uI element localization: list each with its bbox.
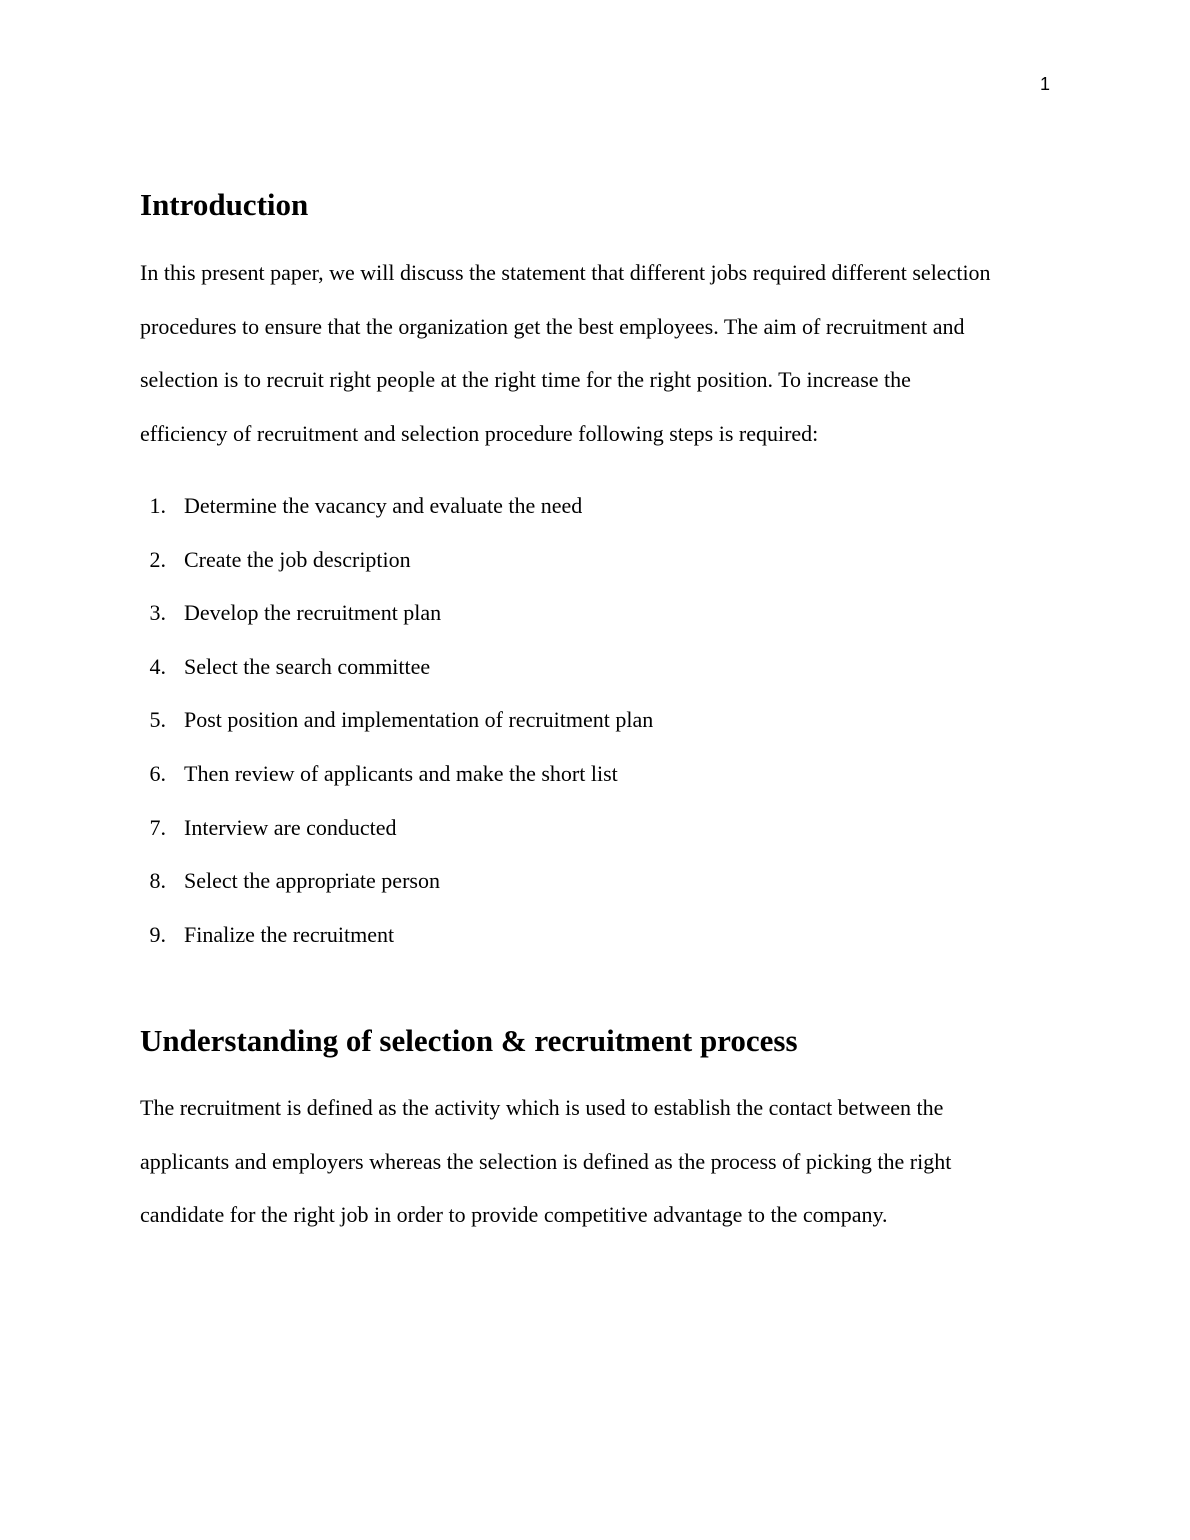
list-item	[140, 920, 395, 974]
introduction-paragraph	[140, 258, 1060, 473]
list-item	[140, 652, 431, 706]
page-number: 1	[1039, 74, 1050, 94]
list-item-number: 4.	[149, 653, 166, 679]
list-item-text: Select the appropriate person	[184, 868, 440, 894]
list-item	[140, 598, 442, 652]
list-item-number: 8.	[149, 868, 166, 894]
understanding-heading: Understanding of selection & recruitment process	[140, 1023, 798, 1058]
paragraph-line: efficiency of recruitment and selection procedure following steps is required:	[140, 421, 819, 447]
list-item-text: Interview are conducted	[184, 814, 397, 840]
list-item-text: Create the job description	[184, 546, 411, 572]
list-item	[140, 759, 618, 813]
list-item-text: Select the search committee	[184, 653, 431, 679]
list-item-number: 5.	[149, 707, 166, 733]
list-item-number: 2.	[149, 546, 166, 572]
list-item-number: 1.	[149, 493, 166, 518]
paragraph-line: selection is to recruit right people at the right time for the right position. To increase the	[140, 367, 911, 393]
list-item-number: 6.	[149, 760, 166, 786]
list-item	[140, 545, 411, 599]
list-item	[140, 491, 583, 545]
list-item-number: 9.	[149, 921, 166, 947]
paragraph-line: procedures to ensure that the organization get the best employees. The aim of recruitment and	[140, 313, 965, 339]
list-item	[140, 866, 440, 920]
paragraph-line: The recruitment is defined as the activity which is used to establish the contact between the	[140, 1095, 944, 1120]
list-item-text: Finalize the recruitment	[184, 921, 395, 947]
introduction-heading: Introduction	[140, 187, 309, 222]
list-item-text: Then review of applicants and make the short list	[184, 760, 618, 786]
recruitment-steps-list	[140, 491, 654, 973]
paragraph-line: candidate for the right job in order to provide competitive advantage to the company.	[140, 1202, 888, 1228]
paragraph-line: In this present paper, we will discuss the statement that different jobs required different selection	[140, 260, 991, 285]
list-item	[140, 813, 397, 867]
list-item-text: Post position and implementation of recruitment plan	[184, 707, 654, 733]
list-item-number: 3.	[149, 600, 166, 626]
list-item-number: 7.	[149, 814, 166, 840]
paragraph-line: applicants and employers whereas the selection is defined as the process of picking the right	[140, 1148, 952, 1174]
list-item-text: Determine the vacancy and evaluate the need	[184, 493, 583, 518]
list-item-text: Develop the recruitment plan	[184, 600, 442, 626]
understanding-paragraph	[140, 1093, 1060, 1254]
list-item	[140, 705, 654, 759]
